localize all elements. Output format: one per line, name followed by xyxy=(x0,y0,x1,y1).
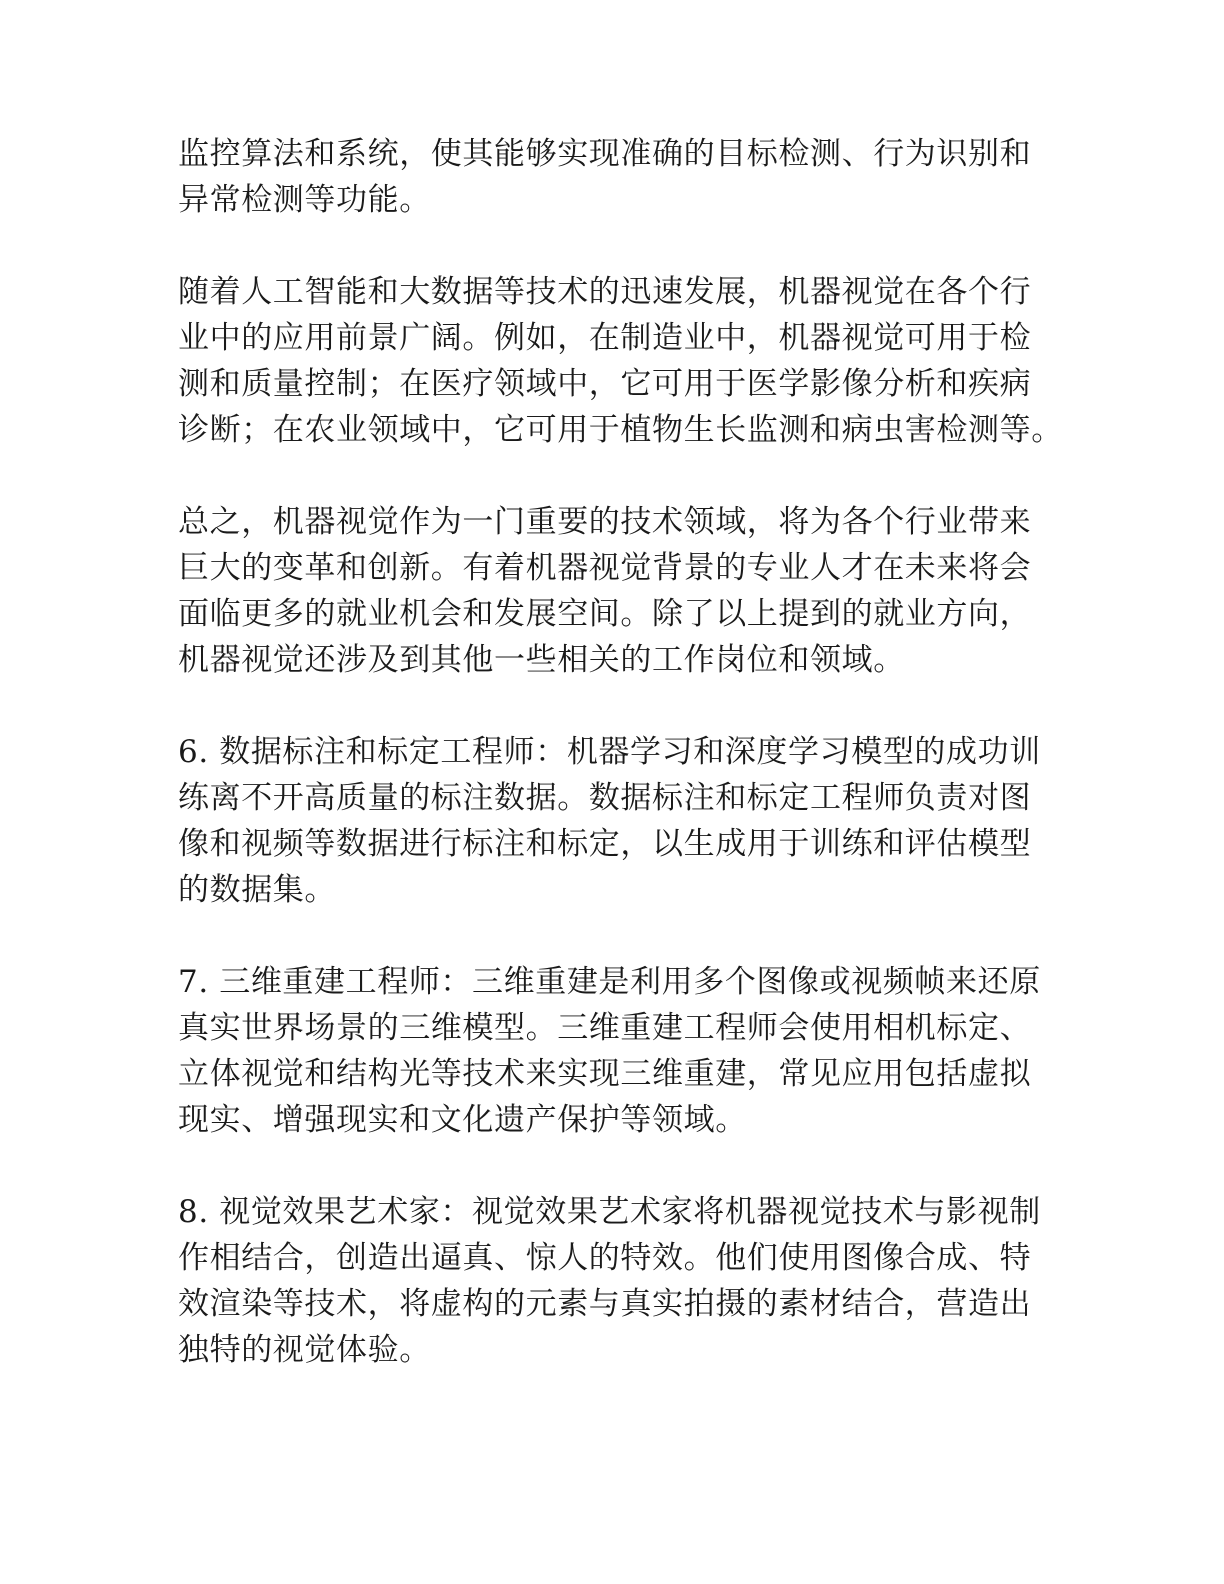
paragraph-item-6-data-annotation-engineer xyxy=(178,729,1058,913)
text-line: 面临更多的就业机会和发展空间。除了以上提到的就业方向， xyxy=(178,596,1032,632)
paragraph-surveillance-continuation xyxy=(178,131,1058,223)
text-line: 真实世界场景的三维模型。三维重建工程师会使用相机标定、 xyxy=(178,1010,1032,1046)
text-line: 监控算法和系统，使其能够实现准确的目标检测、行为识别和 xyxy=(178,136,1032,172)
text-line: 像和视频等数据进行标注和标定，以生成用于训练和评估模型 xyxy=(178,826,1032,862)
text-line: 业中的应用前景广阔。例如，在制造业中，机器视觉可用于检 xyxy=(178,320,1032,356)
text-line: 立体视觉和结构光等技术来实现三维重建，常见应用包括虚拟 xyxy=(178,1056,1032,1092)
text-line: 总之，机器视觉作为一门重要的技术领域，将为各个行业带来 xyxy=(178,504,1032,540)
text-line: 测和质量控制；在医疗领域中，它可用于医学影像分析和疾病 xyxy=(178,366,1032,402)
text-line: 机器视觉还涉及到其他一些相关的工作岗位和领域。 xyxy=(178,642,905,678)
text-line: 效渲染等技术，将虚构的元素与真实拍摄的素材结合，营造出 xyxy=(178,1286,1032,1322)
paragraph-item-8-visual-effects-artist xyxy=(178,1189,1058,1373)
text-line: 6. 数据标注和标定工程师：机器学习和深度学习模型的成功训 xyxy=(178,734,1041,770)
text-line: 练离不开高质量的标注数据。数据标注和标定工程师负责对图 xyxy=(178,780,1032,816)
text-line: 随着人工智能和大数据等技术的迅速发展，机器视觉在各个行 xyxy=(178,274,1032,310)
text-line: 巨大的变革和创新。有着机器视觉背景的专业人才在未来将会 xyxy=(178,550,1032,586)
text-line: 作相结合，创造出逼真、惊人的特效。他们使用图像合成、特 xyxy=(178,1240,1032,1276)
text-line: 异常检测等功能。 xyxy=(178,182,431,218)
text-line: 的数据集。 xyxy=(178,872,336,908)
text-line: 现实、增强现实和文化遗产保护等领域。 xyxy=(178,1102,747,1138)
text-line: 独特的视觉体验。 xyxy=(178,1332,431,1368)
text-line: 8. 视觉效果艺术家：视觉效果艺术家将机器视觉技术与影视制 xyxy=(178,1194,1041,1230)
paragraph-application-prospects xyxy=(178,269,1063,453)
paragraph-item-7-3d-reconstruction-engineer xyxy=(178,959,1058,1143)
paragraph-summary xyxy=(178,499,1058,683)
text-line: 7. 三维重建工程师：三维重建是利用多个图像或视频帧来还原 xyxy=(178,964,1041,1000)
text-line: 诊断；在农业领域中，它可用于植物生长监测和病虫害检测等。 xyxy=(178,412,1063,448)
document-body xyxy=(178,131,1063,1419)
